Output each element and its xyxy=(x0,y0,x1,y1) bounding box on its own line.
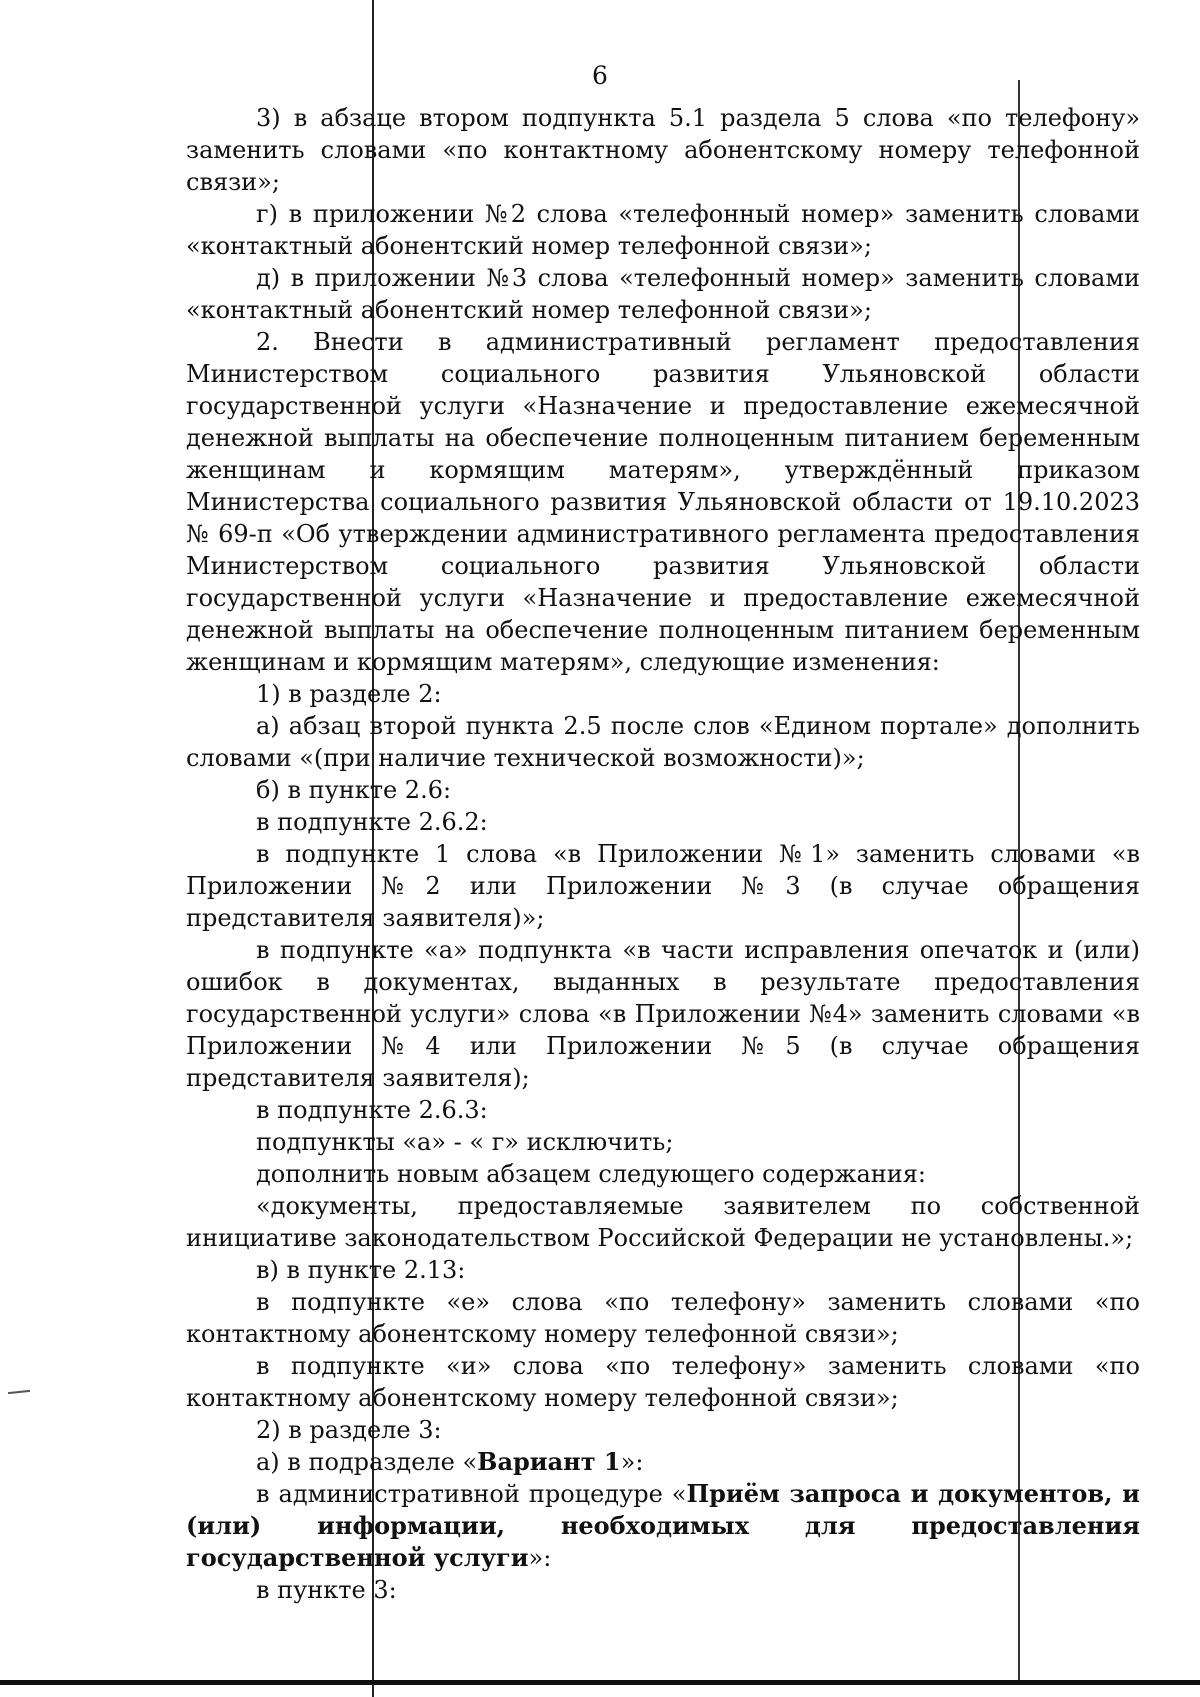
scan-bottom-edge xyxy=(0,1680,1200,1685)
paragraph: г) в приложении №2 слова «телефонный номер» заменить словами «контактный абонентский номер телефонной связи»; xyxy=(186,200,1140,260)
paragraph: в подпункте «а» подпункта «в части исправления опечаток и (или) ошибок в документах, выданных в результате предоставления государственной услуги» слова «в Приложении №4» заменить словами «в Приложении №4 или Приложении №5 (в случае обращения представителя заявителя); xyxy=(186,936,1140,1092)
paragraph: в подпункте «е» слова «по телефону» заменить словами «по контактному абонентскому номеру телефонной связи»; xyxy=(186,1288,1140,1348)
text-suffix: »: xyxy=(528,1544,552,1572)
paragraph: в подпункте 2.6.2: xyxy=(256,808,488,836)
paragraph: д) в приложении №3 слова «телефонный номер» заменить словами «контактный абонентский номер телефонной связи»; xyxy=(186,264,1140,324)
page-number: 6 xyxy=(592,61,608,90)
paragraph: «документы, предоставляемые заявителем по собственной инициативе законодательством Российской Федерации не установлены.»; xyxy=(186,1192,1140,1252)
paragraph: 2) в разделе 3: xyxy=(256,1416,442,1444)
paragraph: 1) в разделе 2: xyxy=(256,680,442,708)
paragraph-variant xyxy=(186,1446,1140,1478)
paragraph: в пункте 3: xyxy=(256,1576,397,1604)
text-suffix: »: xyxy=(620,1448,644,1476)
text-prefix: в административной процедуре « xyxy=(256,1480,687,1508)
text-prefix: а) в подразделе « xyxy=(256,1448,478,1476)
paragraph: б) в пункте 2.6: xyxy=(256,776,452,804)
paragraph: в подпункте 2.6.3: xyxy=(256,1096,488,1124)
paragraph-procedure xyxy=(186,1478,1140,1574)
paragraph: дополнить новым абзацем следующего содержания: xyxy=(256,1160,927,1188)
bold-text: Вариант 1 xyxy=(477,1447,621,1476)
paragraph: а) абзац второй пункта 2.5 после слов «Едином портале» дополнить словами «(при наличие технической возможности)»; xyxy=(186,712,1140,772)
paragraph: 3) в абзаце втором подпункта 5.1 раздела 5 слова «по телефону» заменить словами «по контактному абонентскому номеру телефонной связи»; xyxy=(186,104,1140,196)
paragraph: в) в пункте 2.13: xyxy=(256,1256,466,1284)
bold-text: Приём запроса и документов, и (или) информации, необходимых для предоставления государственной услуги xyxy=(186,1479,1140,1572)
paragraph: подпункты «а» - « г» исключить; xyxy=(256,1128,674,1156)
document-body xyxy=(186,102,1140,1606)
paragraph: в подпункте «и» слова «по телефону» заменить словами «по контактному абонентскому номеру телефонной связи»; xyxy=(186,1352,1140,1412)
scan-mark xyxy=(8,1390,30,1394)
paragraph: в подпункте 1 слова «в Приложении №1» заменить словами «в Приложении №2 или Приложении №3 (в случае обращения представителя заявителя)»; xyxy=(186,840,1140,932)
paragraph: 2. Внести в административный регламент предоставления Министерством социального развития Ульяновской области государственной услуги «Назначение и предоставление ежемесячной денежной выплаты на обеспечение полноценным питанием беременным женщинам и кормящим матерям», утверждённый приказом Министерства социального развития Ульяновской области от 19.10.2023 № 69-п «Об утверждении административного регламента предоставления Министерством социального развития Ульяновской области государственной услуги «Назначение и предоставление ежемесячной денежной выплаты на обеспечение полноценным питанием беременным женщинам и кормящим матерям», следующие изменения: xyxy=(186,328,1140,676)
